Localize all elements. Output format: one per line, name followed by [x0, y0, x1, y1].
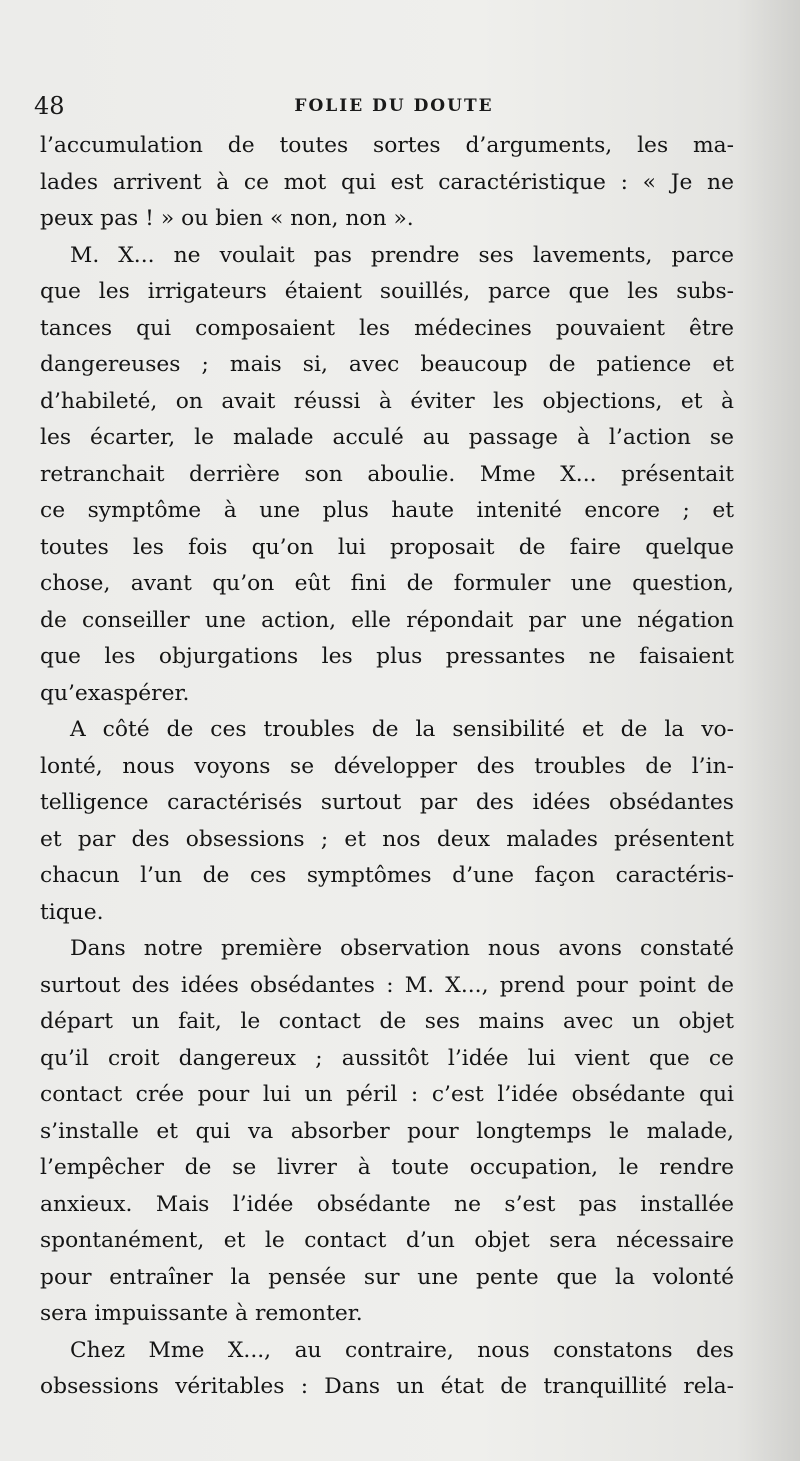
page-number: 48 [34, 92, 65, 120]
text-line: les écarter, le malade acculé au passage à l’action se [40, 425, 734, 450]
text-line: Dans notre première observation nous avons constaté [70, 936, 734, 961]
text-line: ce symptôme à une plus haute intenité encore ; et [40, 498, 734, 523]
text-line: A côté de ces troubles de la sensibilité et de la vo- [70, 717, 734, 742]
text-line: obsessions véritables : Dans un état de tranquillité rela- [40, 1374, 734, 1399]
text-line: de conseiller une action, elle répondait par une négation [40, 607, 734, 633]
text-line: départ un fait, le contact de ses mains avec un objet [40, 1009, 734, 1034]
text-line: anxieux. Mais l’idée obsédante ne s’est pas installée [40, 1191, 734, 1217]
text-line: contact crée pour lui un péril : c’est l’idée obsédante qui [40, 1082, 734, 1107]
text-line: d’habileté, on avait réussi à éviter les objections, et à [40, 388, 734, 414]
text-line: surtout des idées obsédantes : M. X..., prend pour point de [40, 972, 734, 998]
text-line: et par des obsessions ; et nos deux malades présentent [40, 826, 734, 852]
text-line: lades arrivent à ce mot qui est caractéristique : « Je ne [40, 169, 734, 195]
text-line: telligence caractérisés surtout par des idées obsédantes [40, 790, 734, 815]
text-line: peux pas ! » ou bien « non, non ». [40, 206, 414, 231]
running-head: FOLIE DU DOUTE [294, 96, 494, 116]
text-line: toutes les fois qu’on lui proposait de faire quelque [40, 534, 734, 560]
text-line: chose, avant qu’on eût fini de formuler une question, [40, 571, 734, 596]
text-line: tances qui composaient les médecines pouvaient être [40, 315, 734, 341]
text-line: chacun l’un de ces symptômes d’une façon caractéris- [40, 863, 734, 888]
text-line: dangereuses ; mais si, avec beaucoup de patience et [40, 352, 734, 377]
text-line: qu’il croit dangereux ; aussitôt l’idée lui vient que ce [40, 1045, 734, 1071]
text-line: lonté, nous voyons se développer des troubles de l’in- [40, 753, 734, 779]
text-line: l’accumulation de toutes sortes d’arguments, les ma- [40, 133, 734, 158]
body-text [40, 128, 734, 1406]
text-line: M. X... ne voulait pas prendre ses lavements, parce [70, 242, 734, 268]
text-line: l’empêcher de se livrer à toute occupation, le rendre [40, 1155, 734, 1180]
text-line: pour entraîner la pensée sur une pente que la volonté [40, 1264, 734, 1290]
text-line: que les objurgations les plus pressantes ne faisaient [40, 644, 734, 669]
text-line: s’installe et qui va absorber pour longtemps le malade, [40, 1118, 734, 1144]
text-line: sera impuissante à remonter. [40, 1301, 363, 1326]
text-line: spontanément, et le contact d’un objet sera nécessaire [40, 1228, 734, 1253]
page-header [34, 86, 754, 126]
text-line: tique. [40, 899, 104, 925]
text-line: retranchait derrière son aboulie. Mme X... présentait [40, 461, 734, 487]
text-line: Chez Mme X..., au contraire, nous constatons des [70, 1337, 734, 1363]
text-line: qu’exaspérer. [40, 680, 190, 706]
text-line: que les irrigateurs étaient souillés, parce que les subs- [40, 279, 734, 304]
